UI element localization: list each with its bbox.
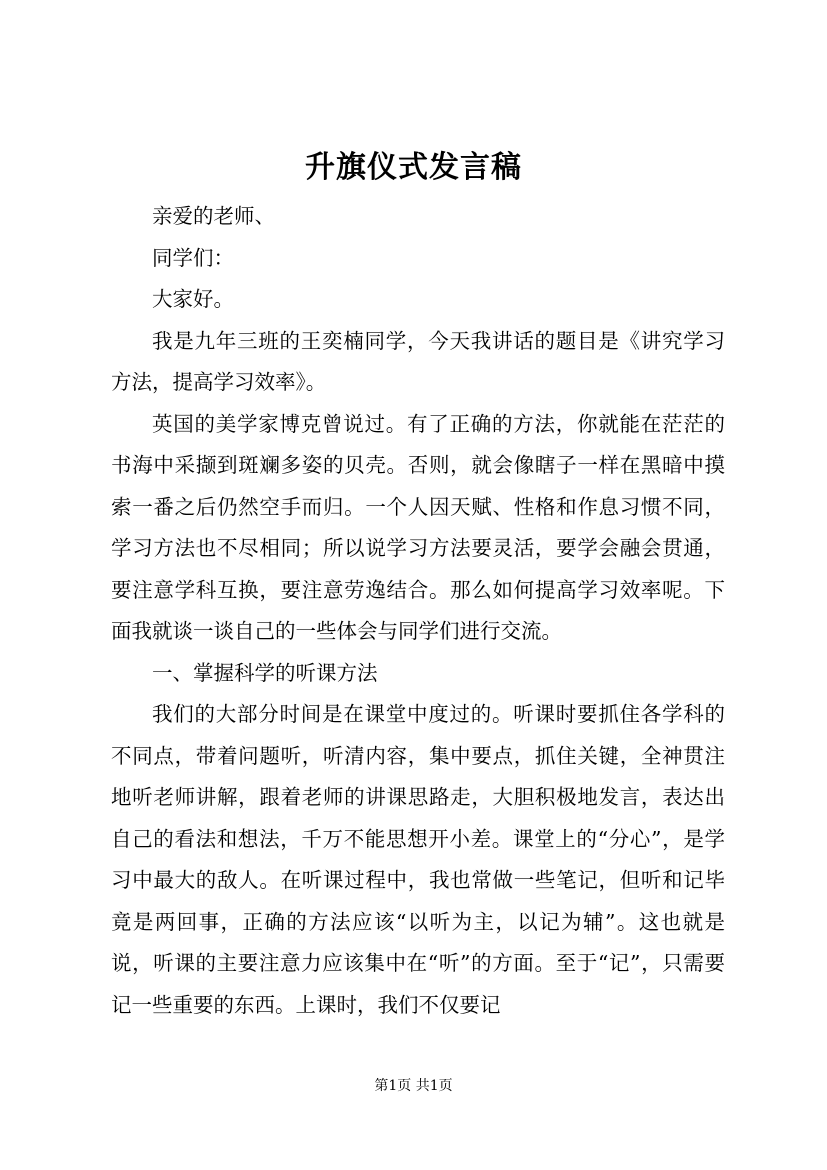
paragraph-listening: 我们的大部分时间是在课堂中度过的。听课时要抓住各学科的不同点，带着问题听，听清内容，集中要点，抓住关键，全神贯注地听老师讲解，跟着老师的讲课思路走，大胆积极地发言，表达出自己的看法和想法，千万不能思想开小差。课堂上的“分心”，是学习中最大的敌人。在听课过程中，我也常做一些笔记，但听和记毕竟是两回事，正确的方法应该“以听为主，以记为辅”。这也就是说，听课的主要注意力应该集中在“听”的方面。至于“记”，只需要记一些重要的东西。上课时，我们不仅要记 (111, 702, 725, 1017)
salutation-teachers: 亲爱的老师、 (152, 204, 275, 228)
document-body (111, 196, 725, 1026)
document-title: 升旗仪式发言稿 (305, 150, 522, 185)
page-footer: 第1页 共1页 (374, 1078, 453, 1094)
paragraph-method: 英国的美学家博克曾说过。有了正确的方法，你就能在茫茫的书海中采撷到斑斓多姿的贝壳。否则，就会像瞎子一样在黑暗中摸索一番之后仍然空手而归。一个人因天赋、性格和作息习惯不同，学习方法也不尽相同；所以说学习方法要灵活，要学会融会贯通，要注意学科互换，要注意劳逸结合。那么如何提高学习效率呢。下面我就谈一谈自己的一些体会与同学们进行交流。 (111, 411, 725, 643)
greeting: 大家好。 (152, 287, 234, 311)
salutation-classmates: 同学们： (152, 245, 234, 270)
section-heading: 一、掌握科学的听课方法 (152, 660, 378, 685)
paragraph-intro: 我是九年三班的王奕楠同学，今天我讲话的题目是《讲究学习方法，提高学习效率》。 (111, 328, 725, 394)
